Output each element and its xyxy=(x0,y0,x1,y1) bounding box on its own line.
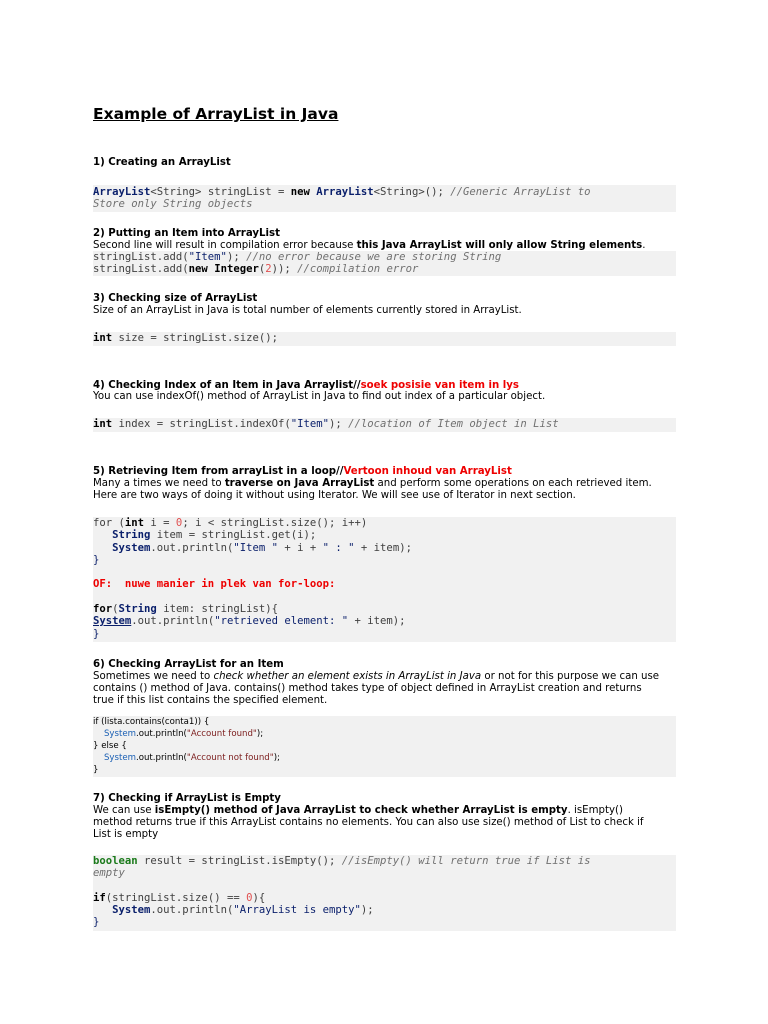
section-4-heading: 4) Checking Index of an Item in Java Arraylist//soek posisie van item in lys xyxy=(93,380,519,391)
section-6-text-3: true if this list contains the specified element. xyxy=(93,695,328,706)
code-block-2: stringList.add("Item"); //no error because we are storing String stringList.add(new Integer(2)); //compilation error xyxy=(93,251,676,276)
section-5-text-2: Here are two ways of doing it without using Iterator. We will see use of Iterator in next section. xyxy=(93,490,576,501)
section-7-text-3: List is empty xyxy=(93,829,159,840)
section-2-heading: 2) Putting an Item into ArrayList xyxy=(93,228,280,239)
section-7-text-2: method returns true if this ArrayList contains no elements. You can also use size() method of List to check if xyxy=(93,817,644,828)
code-block-3: int size = stringList.size(); xyxy=(93,332,676,346)
section-2-text: Second line will result in compilation error because this Java ArrayList will only allow String elements. xyxy=(93,240,646,251)
code-block-6: if (lista.contains(conta1)) { System.out.println("Account found"); } else { System.out.println("Account not found"); } xyxy=(93,716,676,777)
section-7-text-1: We can use isEmpty() method of Java ArrayList to check whether ArrayList is empty. isEmpty() xyxy=(93,805,623,816)
code-block-4: int index = stringList.indexOf("Item"); //location of Item object in List xyxy=(93,418,676,432)
page-title: Example of ArrayList in Java xyxy=(93,105,339,123)
section-6-heading: 6) Checking ArrayList for an Item xyxy=(93,659,284,670)
code-block-7: boolean result = stringList.isEmpty(); //isEmpty() will return true if List is empty if(stringList.size() == 0){ System.out.println("ArrayList is empty"); } xyxy=(93,855,676,931)
code-block-5: for (int i = 0; i < stringList.size(); i++) String item = stringList.get(i); System.out.println("Item " + i + " : " + item); } OF: nuwe manier in plek van for-loop: for(String item: stringList){ System.out.println("retrieved element: " + item); } xyxy=(93,517,676,642)
code-block-1: ArrayList<String> stringList = new ArrayList<String>(); //Generic ArrayList to Store only String objects xyxy=(93,185,676,212)
section-7-heading: 7) Checking if ArrayList is Empty xyxy=(93,793,281,804)
section-3-text: Size of an ArrayList in Java is total number of elements currently stored in ArrayList. xyxy=(93,305,522,316)
section-6-text-1: Sometimes we need to check whether an element exists in ArrayList in Java or not for this purpose we can use xyxy=(93,671,660,682)
section-4-text: You can use indexOf() method of ArrayList in Java to find out index of a particular object. xyxy=(93,391,546,402)
section-3-heading: 3) Checking size of ArrayList xyxy=(93,293,258,304)
section-6-text-2: contains () method of Java. contains() method takes type of object defined in ArrayList creation and returns xyxy=(93,683,642,694)
section-5-heading: 5) Retrieving Item from arrayList in a loop//Vertoon inhoud van ArrayList xyxy=(93,466,512,477)
section-1-heading: 1) Creating an ArrayList xyxy=(93,157,231,168)
section-5-text-1: Many a times we need to traverse on Java ArrayList and perform some operations on each retrieved item. xyxy=(93,478,652,489)
